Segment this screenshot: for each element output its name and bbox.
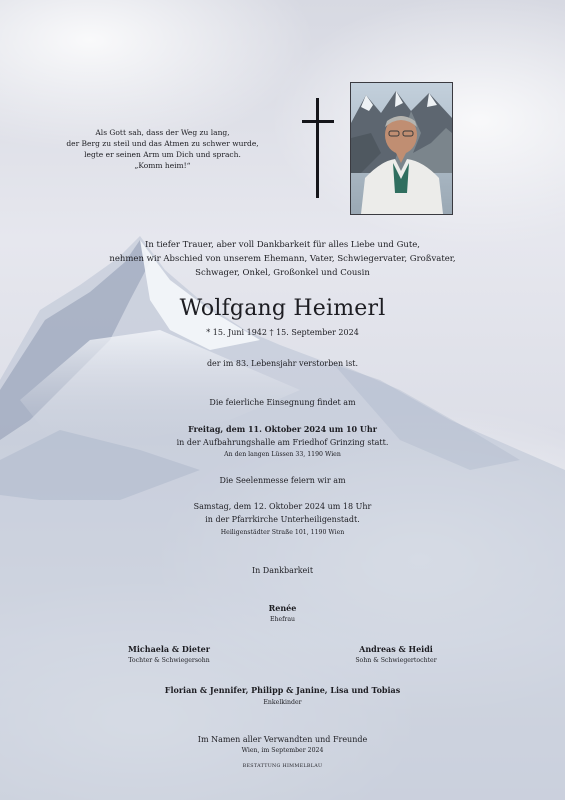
cross-icon [302,98,334,198]
life-dates: * 15. Juni 1942 † 15. September 2024 [206,328,359,337]
blessing-intro: Die feierliche Einsegnung findet am [209,398,356,407]
grandchildren-role: Enkelkinder [263,699,302,706]
poem-line: legte er seinen Arm um Dich und sprach. [84,150,241,159]
poem [40,127,285,171]
intro-text [0,238,565,280]
poem-line: „Komm heim!“ [134,161,191,170]
mourner-right [296,643,496,666]
age-line: der im 83. Lebensjahr verstorben ist. [206,359,359,368]
mass-address: Heiligenstädter Straße 101, 1190 Wien [220,529,345,536]
intro-line: In tiefer Trauer, aber voll Dankbarkeit für alles Liebe und Gute, [145,240,420,250]
mass-date: Samstag, dem 12. Oktober 2024 um 18 Uhr [193,502,372,511]
undertaker: BESTATTUNG HIMMELBLAU [242,764,323,769]
mass-intro: Die Seelenmesse feiern wir am [219,476,346,485]
intro-line: nehmen wir Abschied von unserem Ehemann, Vater, Schwiegervater, Großvater, [109,254,456,264]
thanks-line: In Dankbarkeit [251,566,314,575]
mourner-left [69,643,269,666]
blessing-date: Freitag, dem 11. Oktober 2024 um 10 Uhr [188,424,377,434]
portrait-photo [350,82,453,215]
mourner-right-role: Sohn & Schwiegertochter [355,657,437,664]
spouse-name: Renée [268,603,297,613]
mourner-right-name: Andreas & Heidi [359,644,433,654]
grandchildren-names: Florian & Jennifer, Philipp & Janine, Lisa und Tobias [164,685,401,695]
blessing-place: in der Aufbahrungshalle am Friedhof Grinzing statt. [176,438,389,447]
mass-place: in der Pfarrkirche Unterheiligenstadt. [205,515,360,524]
deceased-name: Wolfgang Heimerl [179,296,386,321]
closing-place-date: Wien, im September 2024 [241,747,324,754]
closing-line: Im Namen aller Verwandten und Freunde [197,735,368,744]
poem-line: Als Gott sah, dass der Weg zu lang, [95,128,230,137]
mourner-left-name: Michaela & Dieter [128,644,210,654]
mourner-left-role: Tochter & Schwiegersohn [128,657,210,664]
intro-line: Schwager, Onkel, Großonkel und Cousin [195,268,370,278]
spouse-role: Ehefrau [269,616,296,623]
poem-line: der Berg zu steil und das Atmen zu schwer wurde, [66,139,259,148]
blessing-address: An den langen Lüssen 33, 1190 Wien [224,451,341,458]
